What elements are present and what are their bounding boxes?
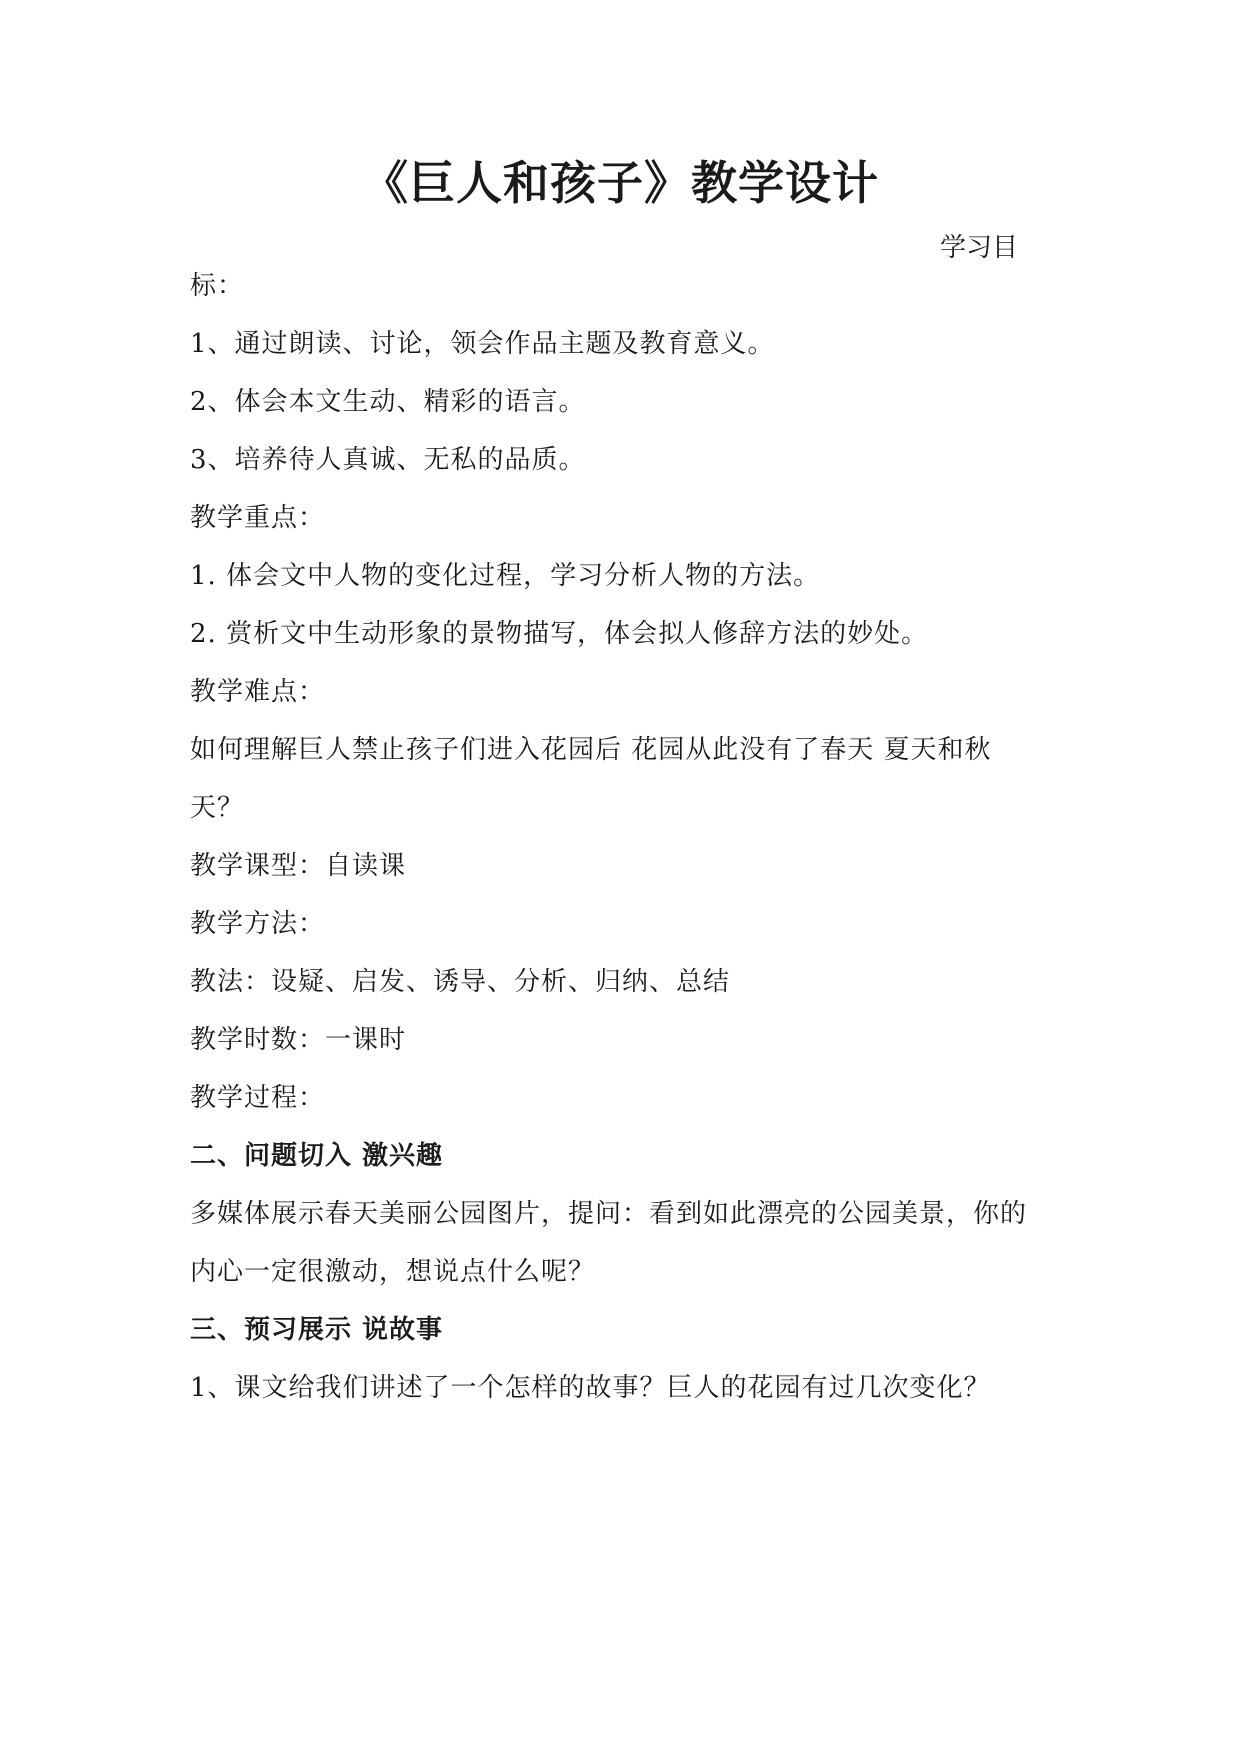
- method-heading: 教学方法：: [190, 909, 326, 939]
- key-points-heading: 教学重点：: [190, 503, 326, 533]
- key-point-1: 1. 体会文中人物的变化过程，学习分析人物的方法。: [190, 561, 821, 591]
- difficulty-line-1: 如何理解巨人禁止孩子们进入花园后 花园从此没有了春天 夏天和秋: [190, 735, 992, 765]
- goal-item-1: 1、通过朗读、讨论，领会作品主题及教育意义。: [190, 329, 775, 359]
- goal-item-2: 2、体会本文生动、精彩的语言。: [190, 387, 586, 417]
- section-2-line-1: 多媒体展示春天美丽公园图片，提问：看到如此漂亮的公园美景，你的: [190, 1199, 1028, 1229]
- difficulty-line-2: 天？: [190, 793, 245, 823]
- section-2-line-2: 内心一定很激动，想说点什么呢？: [190, 1257, 596, 1287]
- lesson-type: 教学课型：自读课: [190, 851, 407, 881]
- goal-label-part1: 学习目: [940, 233, 1019, 263]
- document-title: 《巨人和孩子》教学设计: [362, 156, 879, 210]
- section-3-item-1: 1、课文给我们讲述了一个怎样的故事？巨人的花园有过几次变化？: [190, 1373, 991, 1403]
- process-heading: 教学过程：: [190, 1083, 326, 1113]
- section-3-heading: 三、预习展示 说故事: [190, 1315, 444, 1345]
- difficulty-heading: 教学难点：: [190, 677, 326, 707]
- section-2-heading: 二、问题切入 激兴趣: [190, 1141, 444, 1171]
- lesson-hours: 教学时数：一课时: [190, 1025, 407, 1055]
- method-text: 教法：设疑、启发、诱导、分析、归纳、总结: [190, 967, 731, 997]
- goal-label-part2: 标：: [190, 271, 245, 301]
- goal-item-3: 3、培养待人真诚、无私的品质。: [190, 445, 586, 475]
- key-point-2: 2. 赏析文中生动形象的景物描写，体会拟人修辞方法的妙处。: [190, 619, 929, 649]
